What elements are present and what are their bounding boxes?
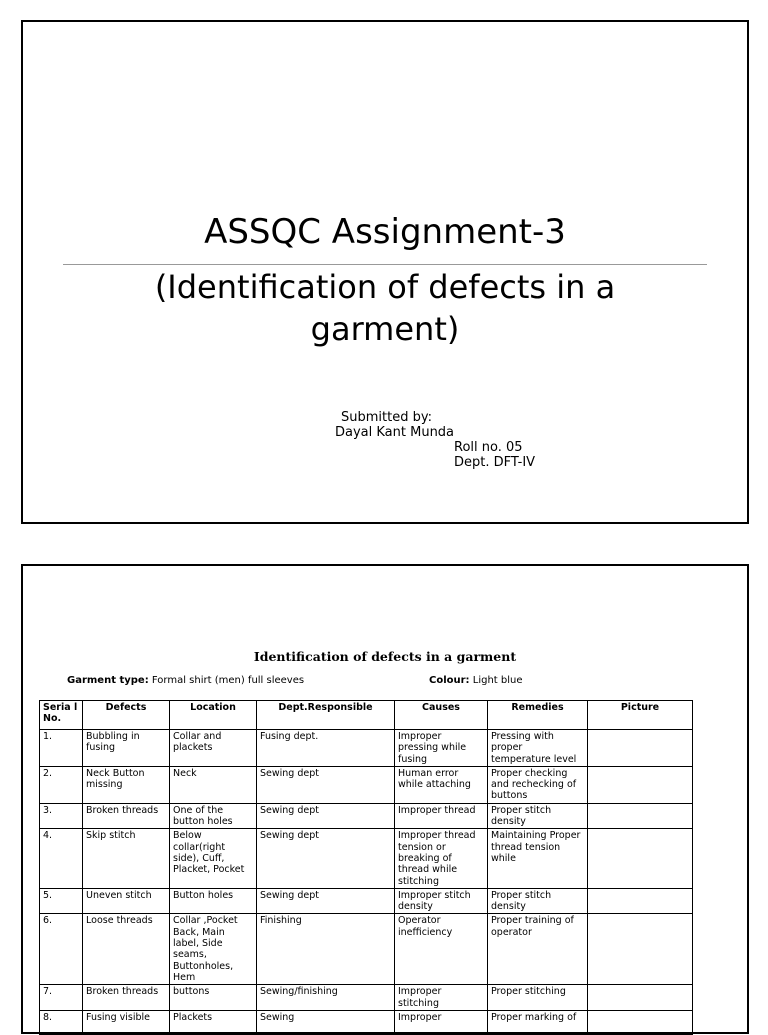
cell-remedy: Proper stitch density [488, 888, 588, 914]
cell-serial: 3. [40, 803, 83, 829]
submitted-by-label: Submitted by: [341, 410, 432, 425]
assignment-subtitle: (Identification of defects in a garment) [154, 268, 616, 348]
cell-location: Button holes [170, 888, 257, 914]
cell-picture [588, 730, 693, 767]
cell-location: One of the button holes [170, 803, 257, 829]
cell-dept: Sewing dept [257, 829, 395, 888]
cell-cause: Human error while attaching [395, 766, 488, 803]
cell-picture [588, 888, 693, 914]
table-header-row [40, 701, 693, 730]
title-divider [63, 264, 707, 265]
cell-picture [588, 829, 693, 888]
cell-location: Collar and plackets [170, 730, 257, 767]
colour-label: Colour: [429, 675, 470, 686]
cell-serial: 5. [40, 888, 83, 914]
cell-picture [588, 1010, 693, 1034]
table-row [40, 888, 693, 914]
cell-cause: Improper pressing while fusing [395, 730, 488, 767]
department: Dept. DFT-IV [454, 455, 536, 470]
cell-location: Below collar(right side), Cuff, Placket, Pocket [170, 829, 257, 888]
cell-remedy: Proper marking of [488, 1010, 588, 1034]
cell-cause: Improper stitch density [395, 888, 488, 914]
cell-picture [588, 914, 693, 985]
table-row [40, 766, 693, 803]
cell-remedy: Pressing with proper temperature level [488, 730, 588, 767]
cell-remedy: Proper training of operator [488, 914, 588, 985]
cell-dept: Finishing [257, 914, 395, 985]
cell-cause: Improper stitching [395, 985, 488, 1011]
cell-serial: 1. [40, 730, 83, 767]
cell-picture [588, 766, 693, 803]
garment-colour [429, 675, 523, 686]
cell-cause: Improper thread [395, 803, 488, 829]
garment-type-value: Formal shirt (men) full sleeves [148, 675, 305, 686]
header-causes: Causes [395, 701, 488, 730]
table-row [40, 829, 693, 888]
garment-type [67, 675, 304, 686]
cell-location: buttons [170, 985, 257, 1011]
table-row [40, 985, 693, 1011]
cell-serial: 8. [40, 1010, 83, 1034]
cell-dept: Sewing dept [257, 888, 395, 914]
cell-serial: 7. [40, 985, 83, 1011]
cell-remedy: Maintaining Proper thread tension while [488, 829, 588, 888]
document-title: Identification of defects in a garment [253, 649, 517, 664]
defects-table [39, 700, 693, 1035]
title-slide [21, 20, 749, 524]
cell-serial: 4. [40, 829, 83, 888]
cell-defect: Skip stitch [83, 829, 170, 888]
cell-dept: Sewing dept [257, 766, 395, 803]
cell-defect: Fusing visible [83, 1010, 170, 1034]
cell-defect: Neck Button missing [83, 766, 170, 803]
table-row [40, 730, 693, 767]
header-picture: Picture [588, 701, 693, 730]
cell-dept: Sewing/finishing [257, 985, 395, 1011]
cell-dept: Fusing dept. [257, 730, 395, 767]
cell-dept: Sewing dept [257, 803, 395, 829]
cell-location: Plackets [170, 1010, 257, 1034]
cell-defect: Broken threads [83, 985, 170, 1011]
table-row [40, 803, 693, 829]
cell-remedy: Proper stitching [488, 985, 588, 1011]
cell-remedy: Proper stitch density [488, 803, 588, 829]
cell-location: Collar ,Pocket Back, Main label, Side seams, Buttonholes, Hem [170, 914, 257, 985]
cell-picture [588, 985, 693, 1011]
cell-serial: 2. [40, 766, 83, 803]
assignment-title: ASSQC Assignment-3 [204, 212, 566, 252]
header-serial: Seria l No. [40, 701, 83, 730]
cell-cause: Improper thread tension or breaking of thread while stitching [395, 829, 488, 888]
header-defects: Defects [83, 701, 170, 730]
cell-defect: Broken threads [83, 803, 170, 829]
cell-cause: Improper [395, 1010, 488, 1034]
table-row [40, 1010, 693, 1034]
cell-defect: Bubbling in fusing [83, 730, 170, 767]
header-location: Location [170, 701, 257, 730]
cell-cause: Operator inefficiency [395, 914, 488, 985]
header-dept: Dept.Responsible [257, 701, 395, 730]
cell-location: Neck [170, 766, 257, 803]
cell-defect: Uneven stitch [83, 888, 170, 914]
cell-remedy: Proper checking and rechecking of buttons [488, 766, 588, 803]
cell-serial: 6. [40, 914, 83, 985]
cell-defect: Loose threads [83, 914, 170, 985]
roll-number: Roll no. 05 [454, 440, 523, 455]
defects-slide [21, 564, 749, 1034]
colour-value: Light blue [469, 675, 523, 686]
author-name: Dayal Kant Munda [335, 425, 455, 440]
cell-picture [588, 803, 693, 829]
cell-dept: Sewing [257, 1010, 395, 1034]
header-remedies: Remedies [488, 701, 588, 730]
table-row [40, 914, 693, 985]
garment-type-label: Garment type: [67, 675, 149, 686]
